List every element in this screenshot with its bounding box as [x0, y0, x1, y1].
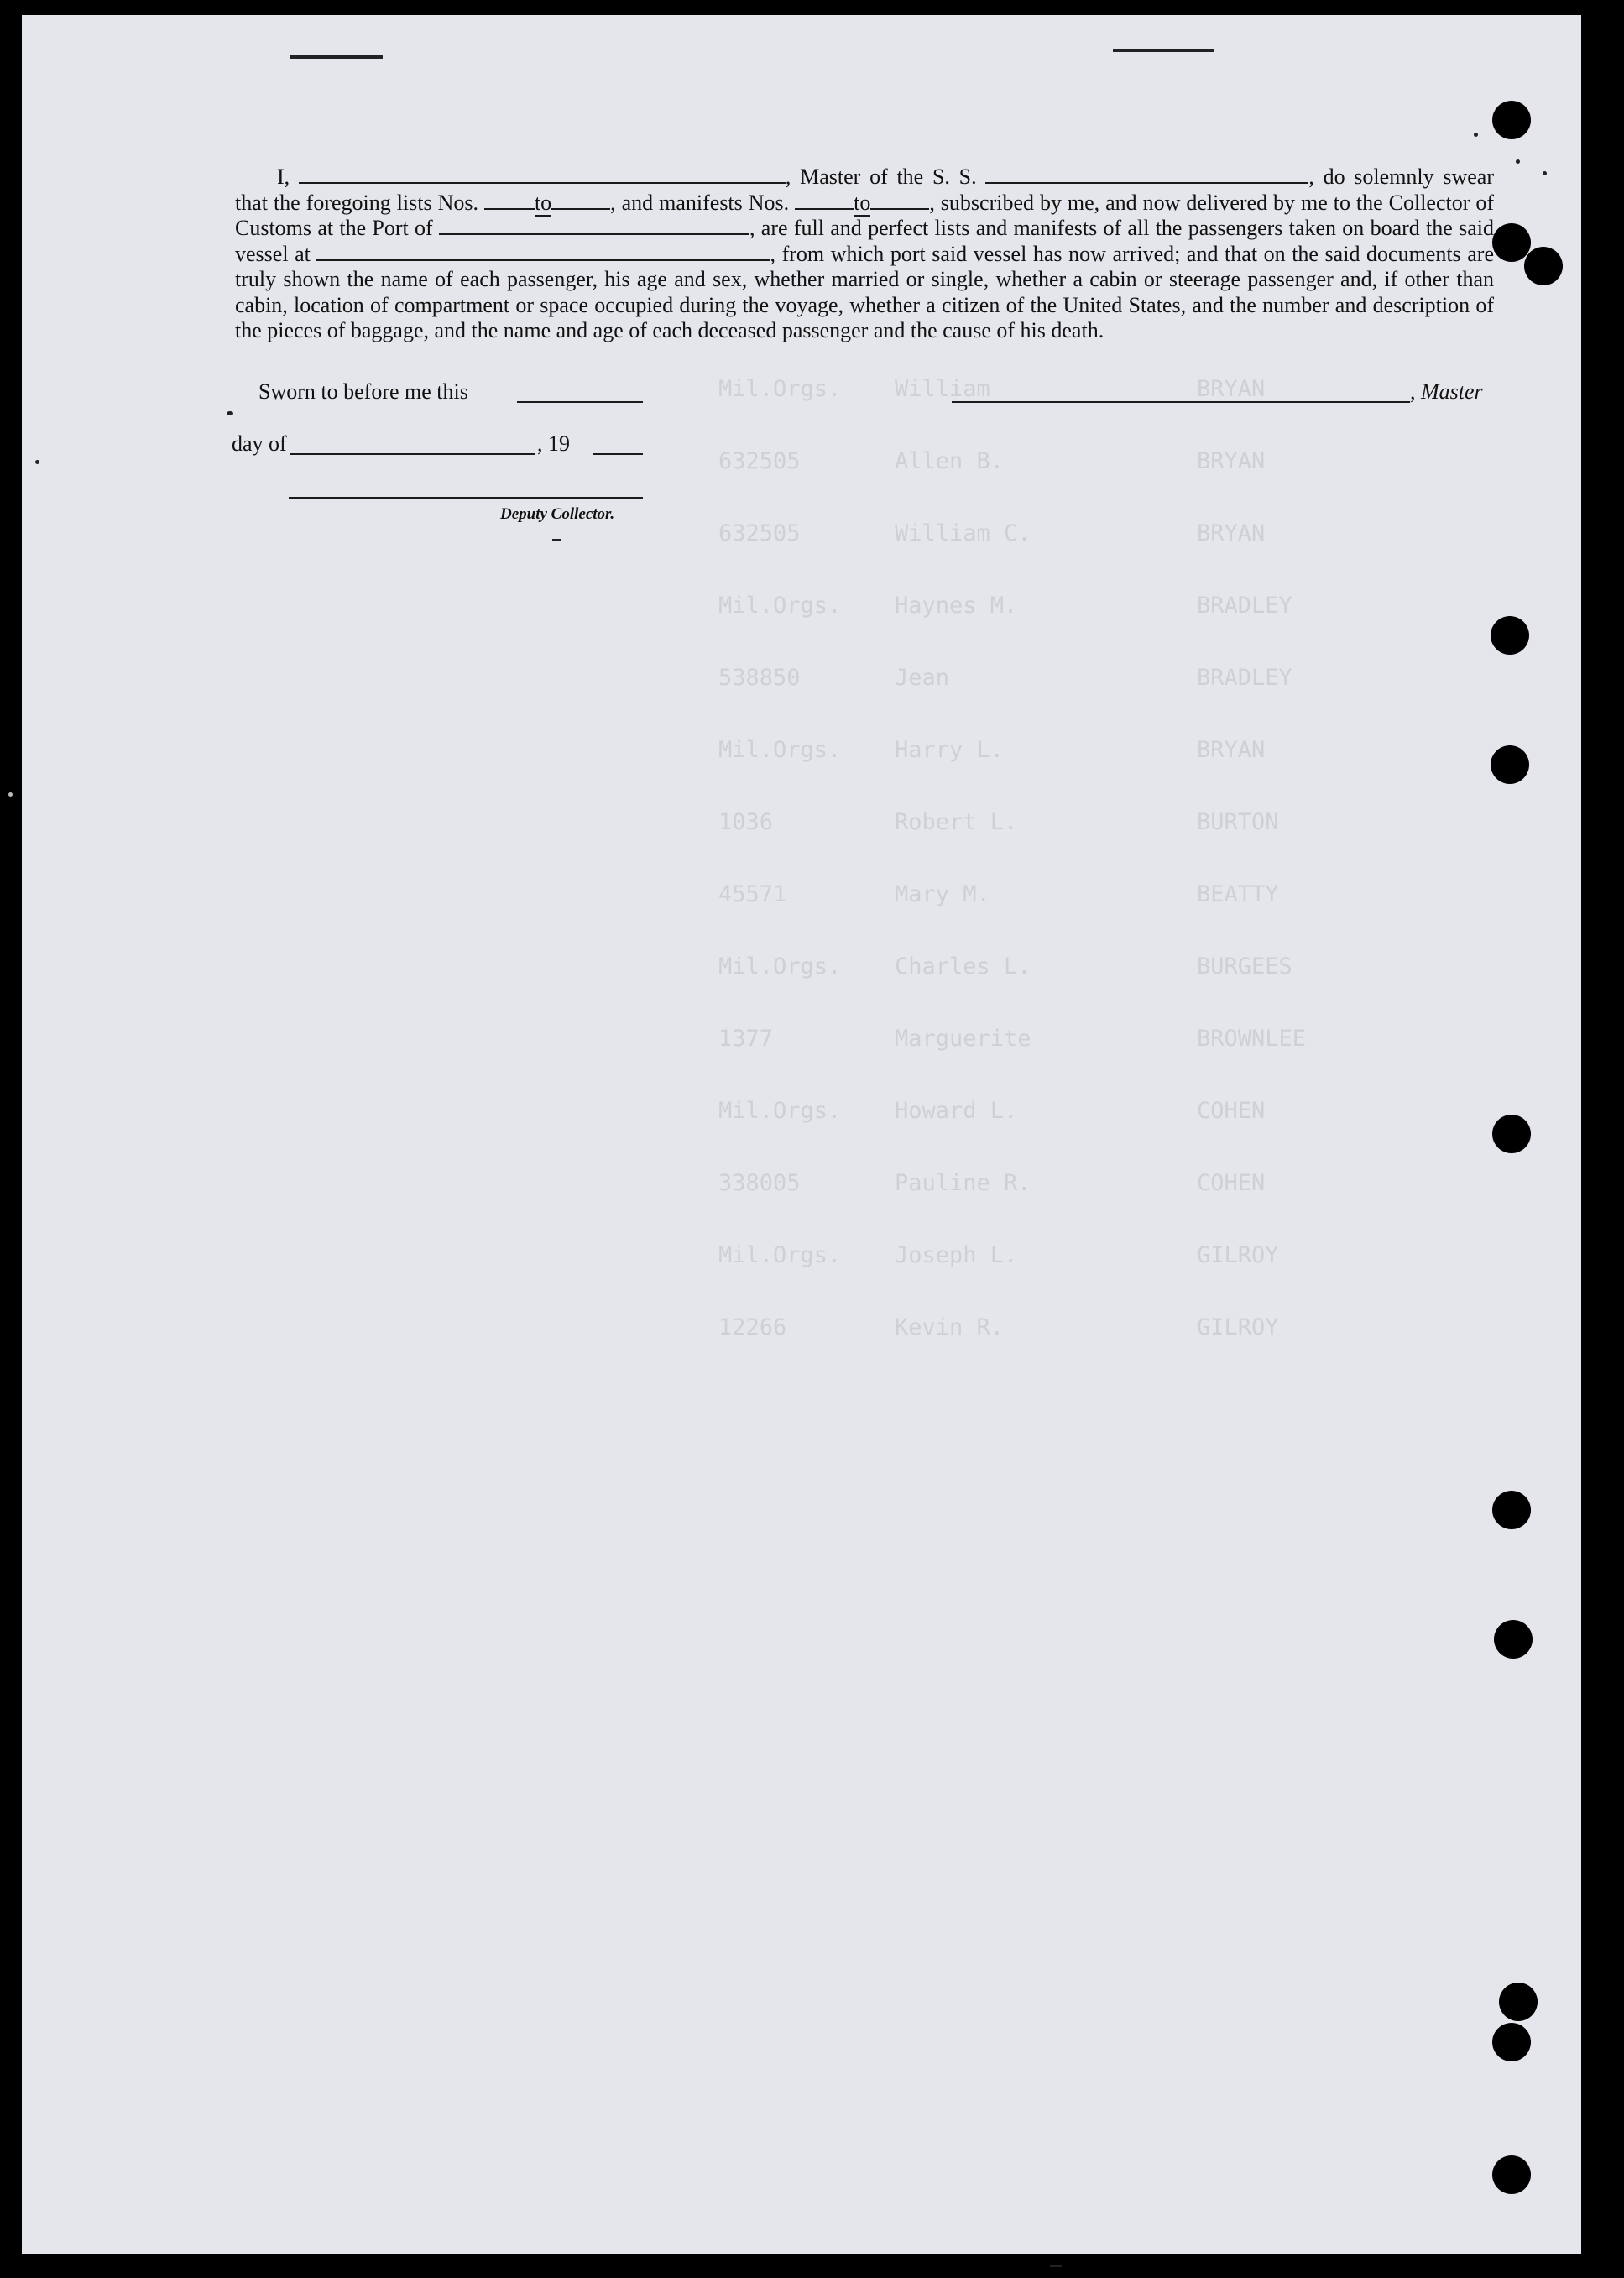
- bleed-through-code: Mil.Orgs.: [718, 1098, 842, 1124]
- bleed-through-code: 538850: [718, 665, 801, 691]
- oath-text-6: to: [854, 190, 871, 215]
- deputy-signature-blank: [289, 497, 643, 499]
- oath-text-3: , do solemnly swear that the foregoing lists Nos.: [235, 165, 1494, 215]
- master-oath-paragraph: [235, 165, 1494, 344]
- bleed-through-given-name: Marguerite: [895, 1026, 1031, 1052]
- bleed-through-given-name: Howard L.: [895, 1098, 1018, 1124]
- punch-hole: [1492, 101, 1531, 139]
- year-blank: [593, 453, 643, 455]
- top-edge-mark-left: [290, 55, 383, 59]
- manifests-to-blank: [870, 191, 929, 210]
- bleed-through-surname: BRYAN: [1197, 737, 1266, 763]
- punch-hole: [1491, 745, 1529, 784]
- master-signature-blank: [952, 401, 1410, 403]
- manifests-from-blank: [795, 191, 854, 210]
- bleed-through-given-name: Mary M.: [895, 881, 990, 907]
- bleed-through-surname: BURTON: [1197, 809, 1279, 835]
- bleed-through-surname: COHEN: [1197, 1098, 1266, 1124]
- bleed-through-given-name: Haynes M.: [895, 593, 1018, 619]
- bleed-through-surname: COHEN: [1197, 1170, 1266, 1196]
- port-blank: [439, 217, 749, 235]
- punch-hole: [1492, 2155, 1531, 2194]
- bleed-through-surname: BURGEES: [1197, 954, 1292, 980]
- sworn-label: Sworn to before me this: [258, 379, 468, 404]
- bleed-through-code: Mil.Orgs.: [718, 376, 842, 402]
- bleed-through-given-name: Harry L.: [895, 737, 1005, 763]
- year-label: , 19: [537, 431, 570, 456]
- punch-hole: [1492, 2023, 1531, 2061]
- bleed-through-given-name: Kevin R.: [895, 1314, 1005, 1340]
- punch-hole: [1492, 1115, 1531, 1153]
- edge-speck: [35, 460, 39, 464]
- punch-hole: [1524, 247, 1563, 285]
- bleed-through-given-name: Jean: [895, 665, 950, 691]
- bleed-through-surname: BRYAN: [1197, 448, 1266, 474]
- ink-speck: [552, 539, 561, 541]
- day-of-label: day of: [232, 431, 287, 456]
- sworn-day-blank: [517, 401, 643, 403]
- top-edge-mark-right: [1113, 49, 1214, 52]
- bleed-through-surname: BROWNLEE: [1197, 1026, 1307, 1052]
- lists-from-blank: [484, 191, 535, 210]
- punch-hole: [1499, 1983, 1538, 2021]
- punch-hole: [1491, 616, 1529, 655]
- bleed-through-surname: GILROY: [1197, 1314, 1279, 1340]
- bleed-through-given-name: William: [895, 376, 990, 402]
- bleed-through-code: 632505: [718, 448, 801, 474]
- bleed-through-code: 1377: [718, 1026, 774, 1052]
- bleed-through-code: Mil.Orgs.: [718, 737, 842, 763]
- bleed-through-surname: BEATTY: [1197, 881, 1279, 907]
- bleed-through-code: Mil.Orgs.: [718, 954, 842, 980]
- bleed-through-code: 45571: [718, 881, 787, 907]
- oath-text-8: , are full and perfect lists and manifests of all the passengers taken on board the said vessel at: [235, 216, 1494, 266]
- bleed-through-surname: BRYAN: [1197, 520, 1266, 546]
- oath-text-9: , from which port said vessel has now arrived; and that on the said documents are truly shown the name of each passenger, his age and sex, whether married or single, whether a cabin or steerage passenger and, if other than cabin, location of compartment or space occupied during the voyage, whether a citizen of the United States, and the number and description of the pieces of baggage, and the name and age of each deceased passenger and the cause of his death.: [235, 241, 1494, 342]
- deputy-collector-label: Deputy Collector.: [500, 505, 615, 523]
- lists-to-blank: [551, 191, 610, 210]
- ink-speck: [1474, 133, 1478, 137]
- bleed-through-given-name: Joseph L.: [895, 1242, 1018, 1268]
- master-name-blank: [299, 165, 786, 184]
- punch-hole: [1494, 1620, 1533, 1659]
- bleed-through-given-name: William C.: [895, 520, 1031, 546]
- bleed-through-given-name: Allen B.: [895, 448, 1005, 474]
- ink-speck: [227, 411, 233, 415]
- month-blank: [290, 453, 535, 455]
- bleed-through-surname: BRADLEY: [1197, 593, 1292, 619]
- ink-speck: [1516, 159, 1520, 164]
- bleed-through-code: Mil.Orgs.: [718, 1242, 842, 1268]
- bleed-through-code: Mil.Orgs.: [718, 593, 842, 619]
- bleed-through-surname: BRYAN: [1197, 376, 1266, 402]
- ink-speck: [1050, 2265, 1062, 2267]
- punch-hole: [1492, 223, 1531, 262]
- bleed-through-surname: BRADLEY: [1197, 665, 1292, 691]
- ship-name-blank: [985, 165, 1308, 184]
- bleed-through-code: 1036: [718, 809, 774, 835]
- bleed-through-code: 632505: [718, 520, 801, 546]
- bleed-through-given-name: Robert L.: [895, 809, 1018, 835]
- master-label: , Master: [1410, 379, 1483, 404]
- oath-text-7: , subscribed by me, and now delivered by me to the Collector of Customs at the Port of: [235, 190, 1495, 240]
- ink-speck: [1543, 171, 1547, 175]
- bleed-through-surname: GILROY: [1197, 1242, 1279, 1268]
- embark-port-blank: [316, 243, 770, 261]
- oath-text-1: I,: [277, 165, 290, 189]
- oath-text-5: , and manifests Nos.: [610, 190, 790, 215]
- edge-speck: [8, 792, 13, 797]
- bleed-through-code: 12266: [718, 1314, 787, 1340]
- bleed-through-given-name: Pauline R.: [895, 1170, 1031, 1196]
- manifest-page: [22, 15, 1581, 2254]
- punch-hole: [1492, 1491, 1531, 1529]
- bleed-through-given-name: Charles L.: [895, 954, 1031, 980]
- oath-text-4: to: [534, 190, 552, 215]
- oath-text-2: , Master of the S. S.: [785, 165, 977, 189]
- bleed-through-code: 338005: [718, 1170, 801, 1196]
